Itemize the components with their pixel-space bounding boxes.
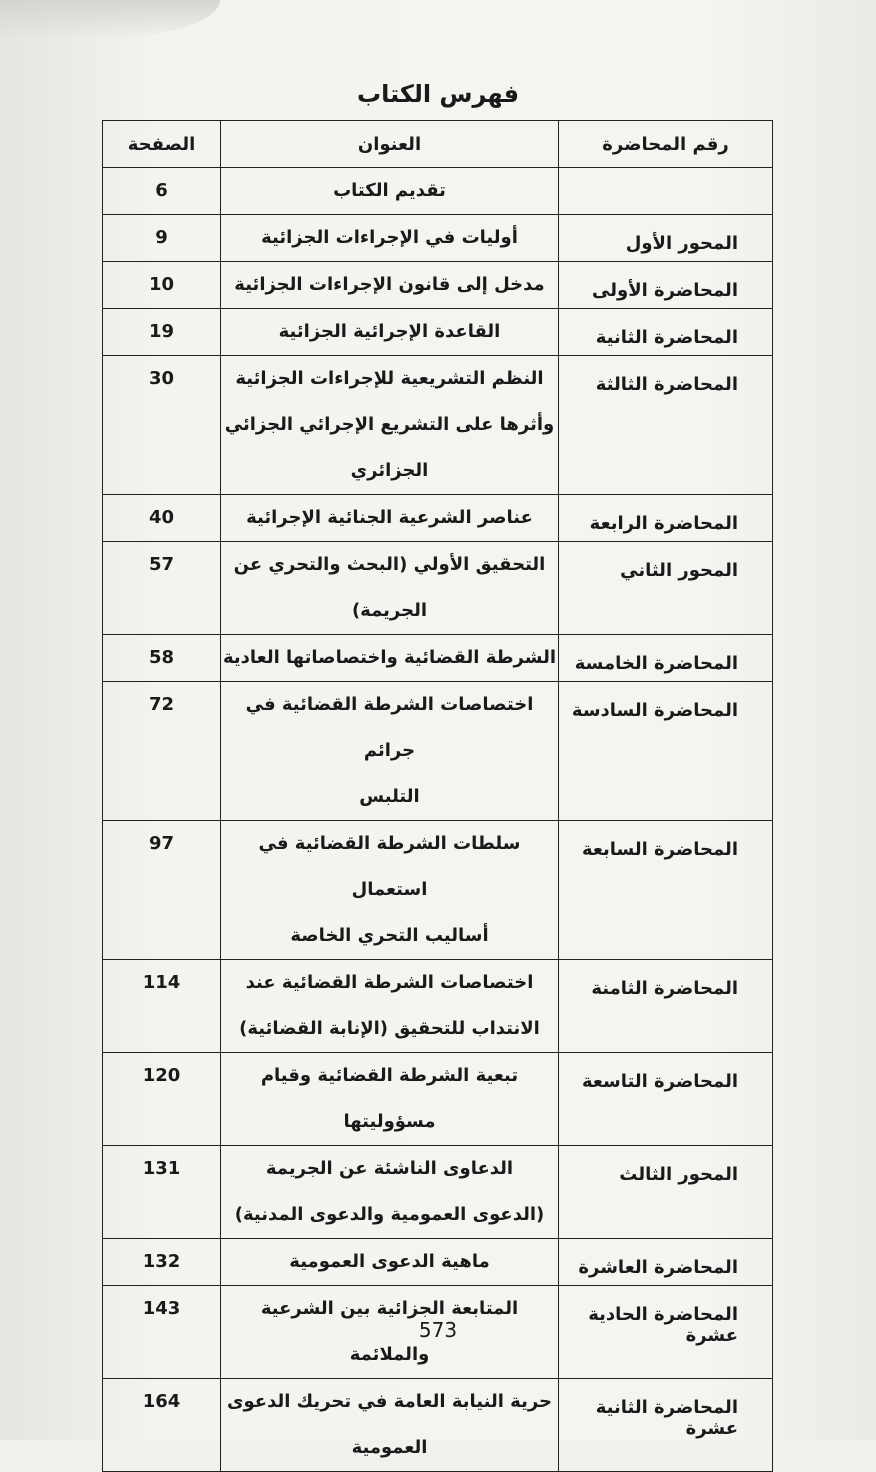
row-title-line: تبعية الشرطة القضائية وقيام مسؤوليتها <box>260 1065 519 1132</box>
row-page-number: 9 <box>103 215 221 262</box>
column-header-page: الصفحة <box>103 121 221 168</box>
table-row <box>103 262 773 309</box>
row-title <box>221 542 559 635</box>
row-title-line: الشرطة القضائية واختصاصاتها العادية <box>223 647 556 668</box>
row-title-line: (الدعوى العمومية والدعوى المدنية) <box>234 1204 545 1225</box>
table-row <box>103 960 773 1053</box>
row-title-line: الانتداب للتحقيق (الإنابة القضائية) <box>239 1018 540 1039</box>
row-title <box>221 1379 559 1472</box>
row-title <box>221 635 559 682</box>
table-row <box>103 821 773 960</box>
row-page-number: 114 <box>103 960 221 1053</box>
row-title <box>221 309 559 356</box>
row-page-number: 10 <box>103 262 221 309</box>
row-title-line: اختصاصات الشرطة القضائية عند <box>245 972 534 993</box>
row-lecture-label: المحاضرة الخامسة <box>559 635 773 682</box>
row-title-line: النظم التشريعية للإجراءات الجزائية <box>235 368 544 389</box>
page-number: 573 <box>418 1318 458 1342</box>
table-row <box>103 495 773 542</box>
row-title <box>221 495 559 542</box>
row-lecture-label: المحاضرة الثانية عشرة <box>559 1379 773 1472</box>
row-lecture-label: المحاضرة الثامنة <box>559 960 773 1053</box>
row-lecture-label <box>559 168 773 215</box>
row-page-number: 72 <box>103 682 221 821</box>
row-lecture-label: المحاضرة الثانية <box>559 309 773 356</box>
table-row <box>103 682 773 821</box>
row-lecture-label: المحور الأول <box>559 215 773 262</box>
row-title-line: وأثرها على التشريع الإجرائي الجزائي <box>224 414 555 435</box>
row-title-line: المتابعة الجزائية بين الشرعية والملائمة <box>260 1298 519 1365</box>
row-title-line: سلطات الشرطة القضائية في استعمال <box>258 833 521 900</box>
table-row <box>103 1239 773 1286</box>
table-row <box>103 635 773 682</box>
table-row <box>103 1053 773 1146</box>
row-title <box>221 1053 559 1146</box>
row-title <box>221 1239 559 1286</box>
table-row <box>103 356 773 495</box>
row-title <box>221 262 559 309</box>
row-page-number: 131 <box>103 1146 221 1239</box>
row-title-line: حرية النيابة العامة في تحريك الدعوى <box>227 1391 552 1412</box>
row-page-number: 58 <box>103 635 221 682</box>
row-lecture-label: المحاضرة الثالثة <box>559 356 773 495</box>
row-lecture-label: المحاضرة الحادية عشرة <box>559 1286 773 1379</box>
row-title <box>221 682 559 821</box>
row-lecture-label: المحاضرة التاسعة <box>559 1053 773 1146</box>
row-page-number: 97 <box>103 821 221 960</box>
row-page-number: 30 <box>103 356 221 495</box>
row-page-number: 57 <box>103 542 221 635</box>
row-title-line: التلبس <box>359 786 420 807</box>
table-row <box>103 309 773 356</box>
row-title-line: ماهية الدعوى العمومية <box>289 1251 490 1272</box>
table-row <box>103 542 773 635</box>
row-title <box>221 168 559 215</box>
row-page-number: 40 <box>103 495 221 542</box>
row-title <box>221 960 559 1053</box>
row-title-line: عناصر الشرعية الجنائية الإجرائية <box>246 507 533 528</box>
row-title <box>221 1146 559 1239</box>
table-body <box>103 168 773 1472</box>
row-title-line: التحقيق الأولي (البحث والتحري عن <box>233 554 546 575</box>
row-title-line: القاعدة الإجرائية الجزائية <box>278 321 501 342</box>
page-title: فهرس الكتاب <box>356 80 520 108</box>
table-row <box>103 1146 773 1239</box>
row-page-number: 120 <box>103 1053 221 1146</box>
table-row <box>103 1379 773 1472</box>
row-title-line: اختصاصات الشرطة القضائية في جرائم <box>245 694 534 761</box>
column-header-title: العنوان <box>221 121 559 168</box>
column-header-lecture: رقم المحاضرة <box>559 121 773 168</box>
row-title-line: الجزائري <box>350 460 429 481</box>
row-lecture-label: المحور الثالث <box>559 1146 773 1239</box>
table-row <box>103 168 773 215</box>
row-page-number: 164 <box>103 1379 221 1472</box>
table-header-row <box>103 121 773 168</box>
row-title-line: أوليات في الإجراءات الجزائية <box>261 227 518 248</box>
row-page-number: 6 <box>103 168 221 215</box>
row-title-line: الدعاوى الناشئة عن الجريمة <box>265 1158 514 1179</box>
row-lecture-label: المحاضرة الأولى <box>559 262 773 309</box>
row-page-number: 19 <box>103 309 221 356</box>
row-title <box>221 821 559 960</box>
row-title <box>221 215 559 262</box>
row-title-line: تقديم الكتاب <box>333 180 446 201</box>
row-lecture-label: المحاضرة السادسة <box>559 682 773 821</box>
row-lecture-label: المحاضرة السابعة <box>559 821 773 960</box>
row-title-line: أساليب التحري الخاصة <box>290 925 489 946</box>
table-of-contents <box>102 120 773 1472</box>
row-page-number: 132 <box>103 1239 221 1286</box>
row-title-line: مدخل إلى قانون الإجراءات الجزائية <box>234 274 545 295</box>
row-lecture-label: المحاضرة العاشرة <box>559 1239 773 1286</box>
table-row <box>103 215 773 262</box>
row-title-line: الجريمة) <box>351 600 428 621</box>
row-lecture-label: المحور الثاني <box>559 542 773 635</box>
row-title <box>221 356 559 495</box>
row-lecture-label: المحاضرة الرابعة <box>559 495 773 542</box>
row-page-number: 143 <box>103 1286 221 1379</box>
row-title-line: العمومية <box>351 1437 428 1458</box>
